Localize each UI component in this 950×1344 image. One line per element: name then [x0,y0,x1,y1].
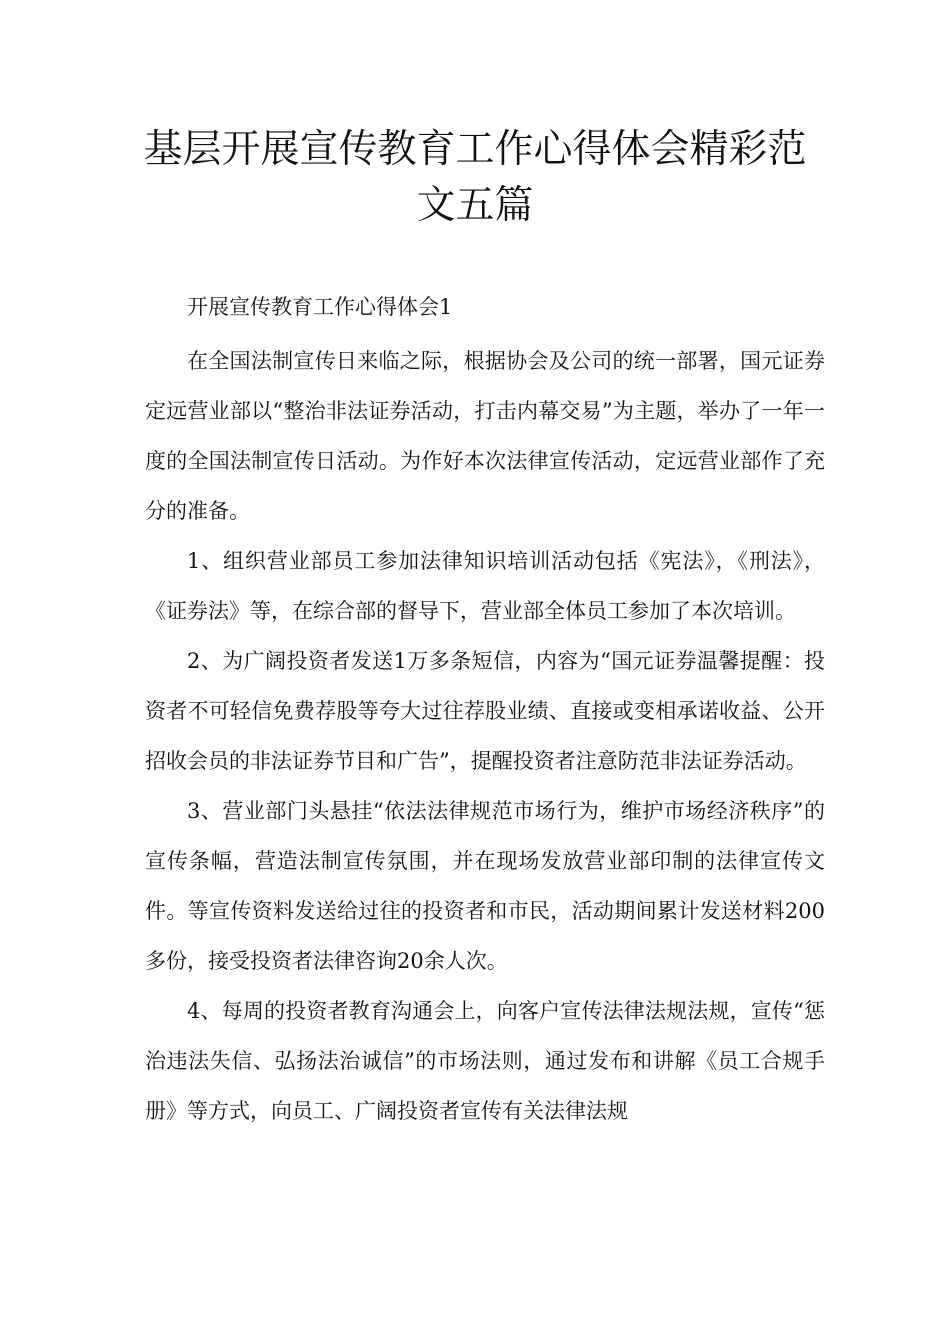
document-title-line-1: 基层开展宣传教育工作心得体会精彩范 [143,127,807,172]
section-heading: 开展宣传教育工作心得体会1 [187,295,453,319]
paragraph-item-2: 2、为广阔投资者发送1万多条短信，内容为“国元证券温馨提醒：投资者不可轻信免费荐股等夸大过往荐股业绩、直接或变相承诺收益、公开招收会员的非法证券节目和广告”，提醒投资者注意防范非法证券活动。 [145,649,825,773]
paragraph-item-1: 1、组织营业部员工参加法律知识培训活动包括《宪法》，《刑法》，《证券法》等，在综合部的督导下，营业部全体员工参加了本次培训。 [145,549,825,623]
document-body [145,282,825,1136]
document-title-line-2: 文五篇 [416,183,534,228]
document-title [0,122,950,234]
paragraph-intro: 在全国法制宣传日来临之际，根据协会及公司的统一部署，国元证券定远营业部以“整治非法证券活动，打击内幕交易”为主题，举办了一年一度的全国法制宣传日活动。为作好本次法律宣传活动，定远营业部作了充分的准备。 [145,349,825,523]
paragraph-item-3: 3、营业部门头悬挂“依法法律规范市场行为，维护市场经济秩序”的宣传条幅，营造法制宣传氛围，并在现场发放营业部印制的法律宣传文件。等宣传资料发送给过往的投资者和市民，活动期间累计发送材料200多份，接受投资者法律咨询20余人次。 [145,799,825,973]
paragraph-item-4: 4、每周的投资者教育沟通会上，向客户宣传法律法规法规，宣传“惩治违法失信、弘扬法治诚信”的市场法则，通过发布和讲解《员工合规手册》等方式，向员工、广阔投资者宣传有关法律法规 [145,999,825,1123]
